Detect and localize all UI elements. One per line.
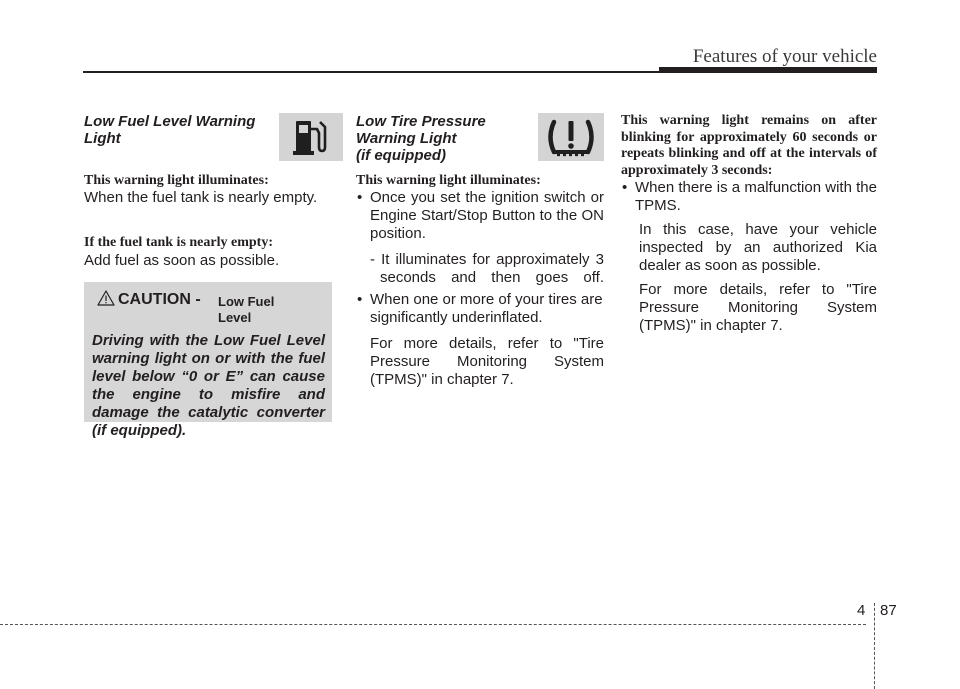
tpms-intro: This warning light remains on after blinking for approximately 60 seconds or repeats blinking and off at the intervals of approximately 3 seconds: xyxy=(621,113,877,178)
list-item-para: For more details, refer to "Tire Pressure Monitoring System (TPMS)" in chapter 7. xyxy=(370,335,604,388)
list-item-text: When there is a malfunction with the TPMS. xyxy=(635,179,877,214)
tire-pressure-warning-icon xyxy=(538,113,604,161)
header-title: Features of your vehicle xyxy=(692,46,877,67)
footer-rule xyxy=(0,624,866,625)
tire-pressure-heading xyxy=(356,113,536,164)
list-item-text: Once you set the ignition switch or Engine Start/Stop Button to the ON position. xyxy=(370,189,604,242)
footer-divider xyxy=(874,603,875,689)
tire-pressure-subhead: This warning light illuminates: xyxy=(356,173,541,188)
tpms-list xyxy=(621,179,877,335)
list-item-text: When one or more of your tires are significantly underinflated. xyxy=(370,291,603,326)
low-fuel-subhead-2: If the fuel tank is nearly empty: xyxy=(84,235,273,250)
caution-text: Driving with the Low Fuel Level warning light on or with the fuel level below “0 or E” can cause the engine to misfire and damage the catalytic converter (if equipped). xyxy=(92,332,325,439)
fuel-pump-icon xyxy=(279,113,343,161)
chapter-number: 4 xyxy=(857,602,866,619)
warning-triangle-icon xyxy=(97,290,115,311)
page-number: 87 xyxy=(880,602,897,619)
tire-pressure-heading-line-1: Low Tire Pressure xyxy=(356,113,486,130)
tpms-para-2: For more details, refer to "Tire Pressure Monitoring System (TPMS)" in chapter 7. xyxy=(639,281,877,334)
list-item-sub: - It illuminates for approximately 3 seconds and then goes off. xyxy=(370,251,604,286)
low-fuel-subhead-1: This warning light illuminates: xyxy=(84,173,269,188)
list-item xyxy=(356,291,604,327)
low-fuel-body-2: Add fuel as soon as possible. xyxy=(84,252,280,269)
caution-label: CAUTION - xyxy=(118,291,201,308)
list-item xyxy=(356,189,604,243)
tire-pressure-heading-line-2: Warning Light xyxy=(356,130,457,147)
tpms-para-1: In this case, have your vehicle inspected by an authorized Kia dealer as soon as possible. xyxy=(639,221,877,274)
list-item xyxy=(621,179,877,215)
low-fuel-heading: Low Fuel Level Warning Light xyxy=(84,113,256,147)
header-rule-accent xyxy=(659,67,877,73)
tire-pressure-heading-line-3: (if equipped) xyxy=(356,147,446,164)
caution-title: Low Fuel Level xyxy=(218,294,275,325)
tire-pressure-list xyxy=(356,189,604,389)
caution-box xyxy=(84,282,332,439)
low-fuel-body-1: When the fuel tank is nearly empty. xyxy=(84,189,318,206)
